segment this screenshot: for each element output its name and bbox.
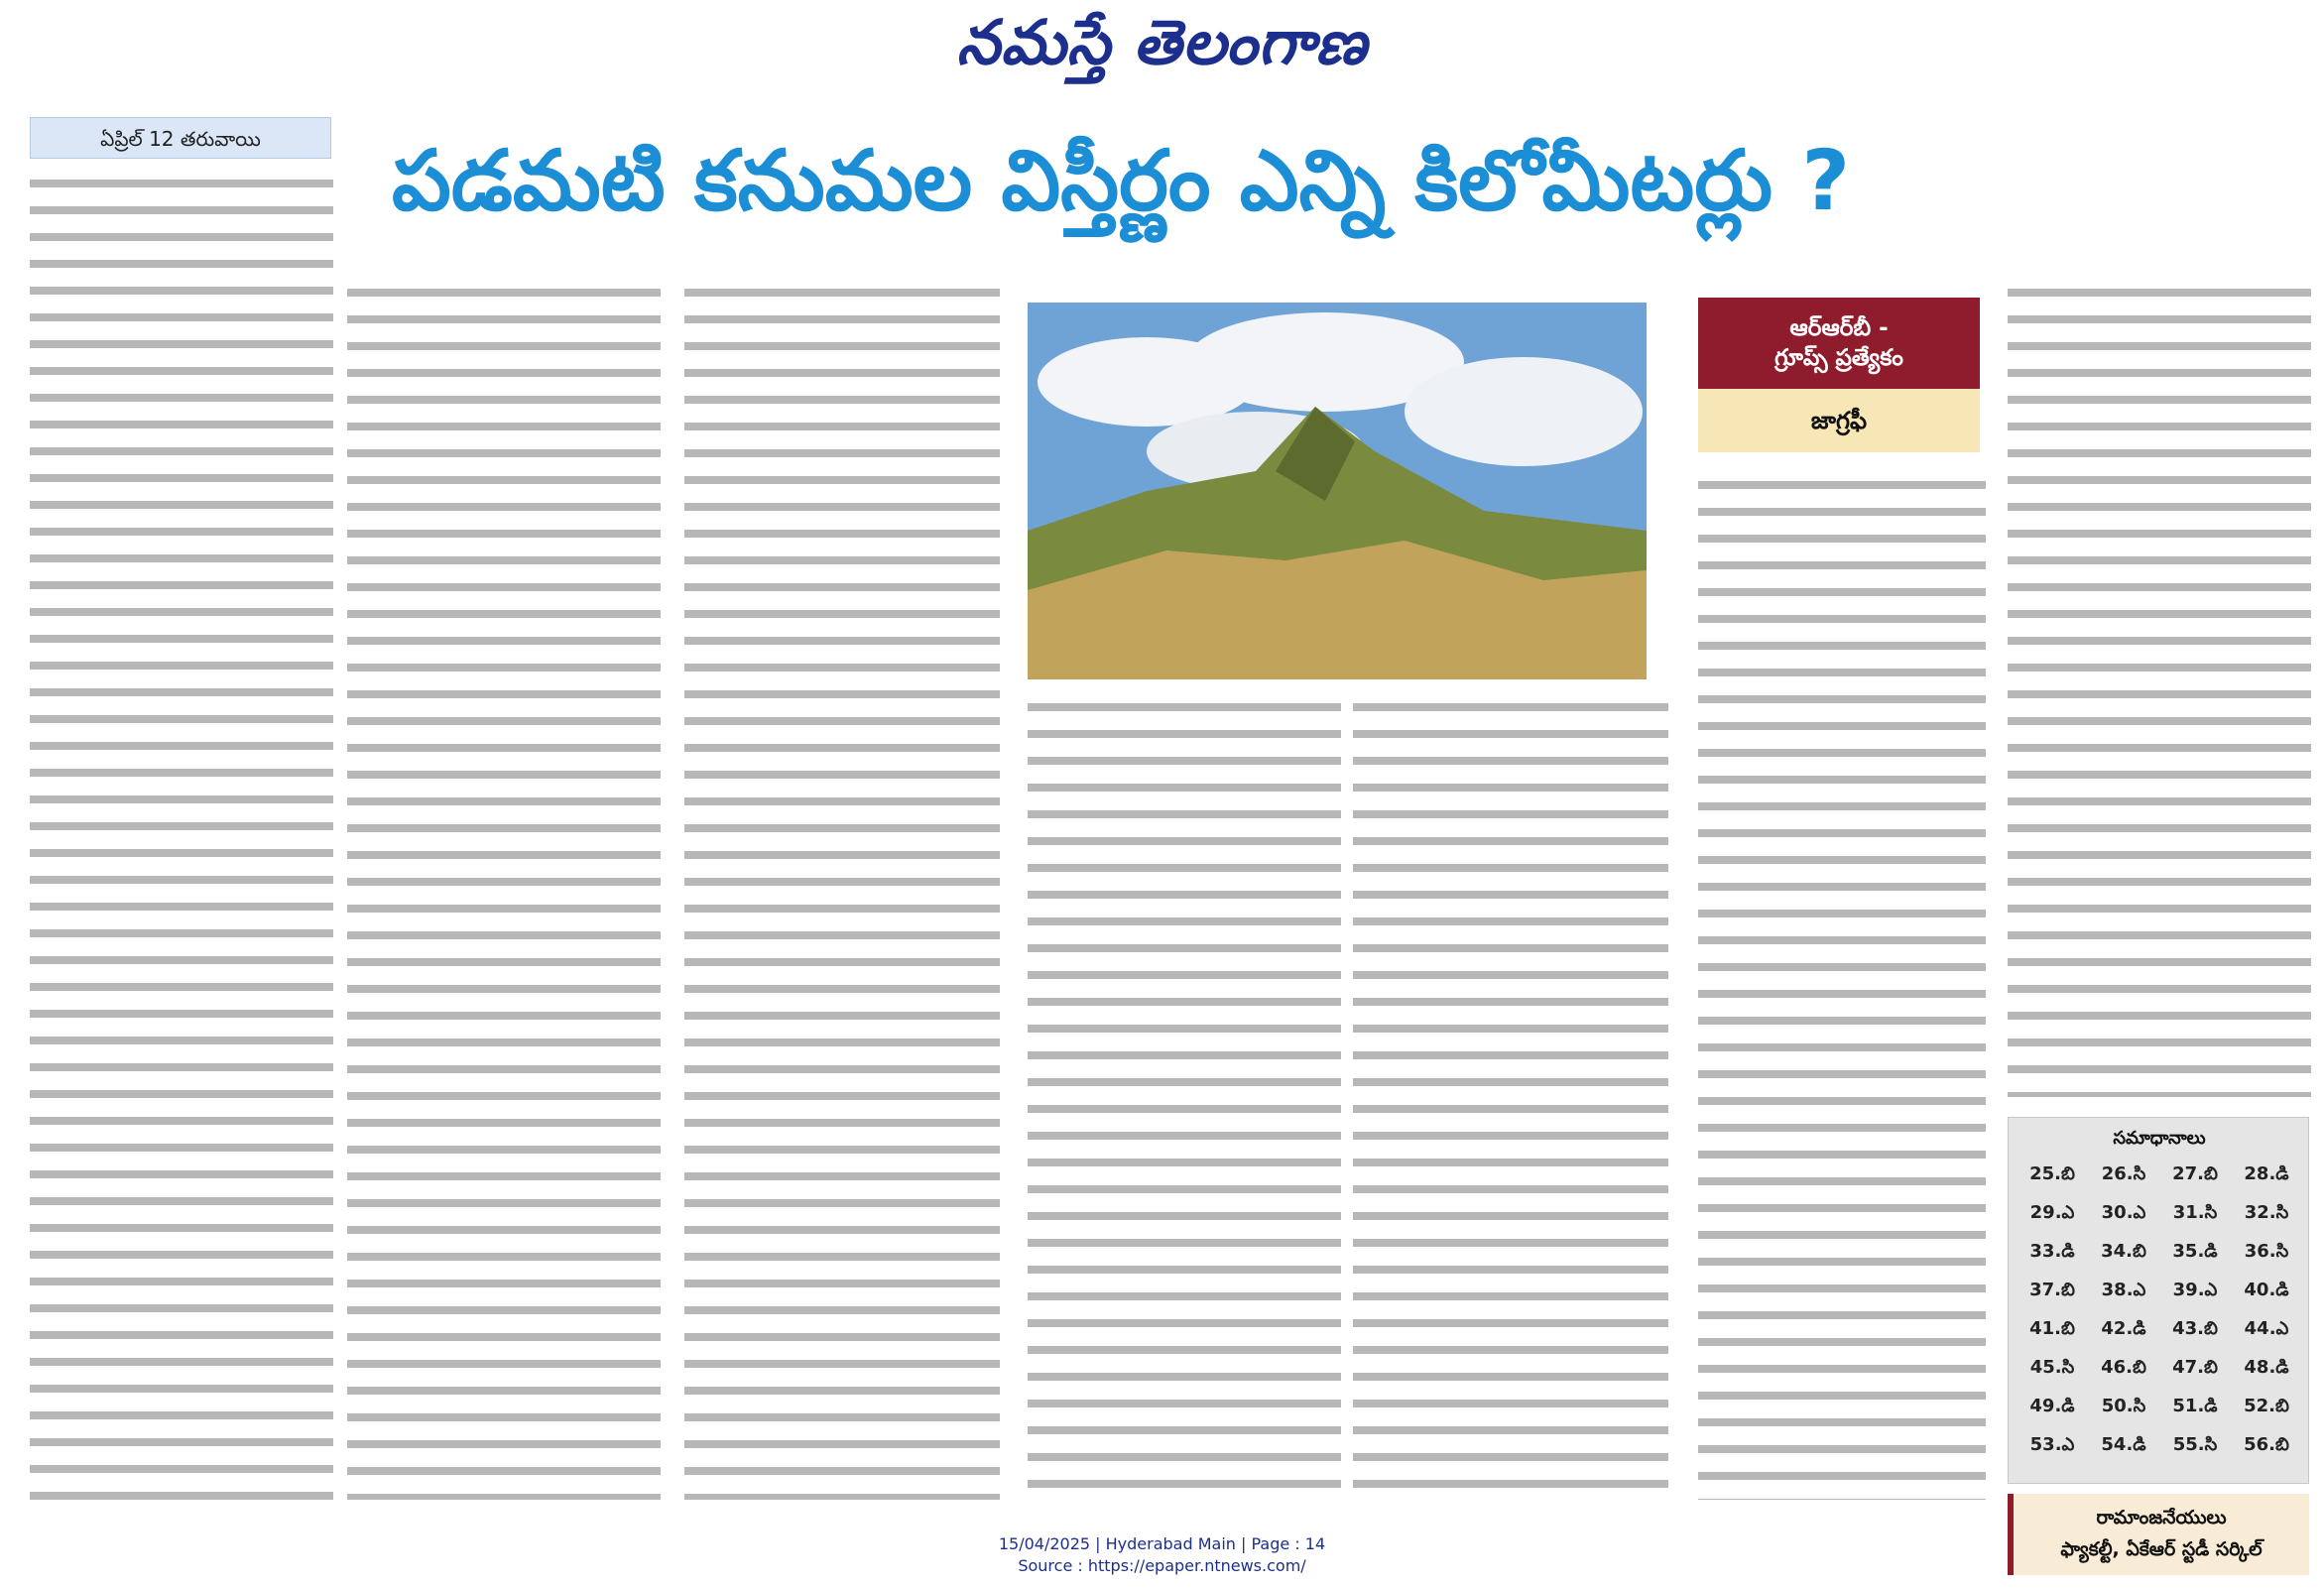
continued-from-label: ఏప్రిల్ 12 తరువాయి xyxy=(30,117,331,159)
text-column-4 xyxy=(1028,694,1341,1500)
answer-item: 37.బి xyxy=(2029,1280,2075,1300)
answer-item: 45.సి xyxy=(2029,1357,2075,1378)
author-name: రామాంజనేయులు xyxy=(2096,1507,2227,1528)
answer-item: 33.డి xyxy=(2029,1241,2075,1262)
footer-source-line: Source : https://epaper.ntnews.com/ xyxy=(1018,1556,1306,1575)
section-exam-label: ఆర్ఆర్‌బీ - xyxy=(1789,315,1889,341)
answer-item: 51.డి xyxy=(2172,1396,2218,1416)
answer-item: 47.బి xyxy=(2172,1357,2218,1378)
text-column-2 xyxy=(347,280,661,1500)
answer-key xyxy=(2008,1117,2309,1484)
answer-item: 42.డి xyxy=(2101,1318,2146,1339)
mountain-photo xyxy=(1028,303,1647,679)
text-column-6 xyxy=(1698,472,1986,1500)
answer-item: 53.ఎ xyxy=(2029,1434,2075,1455)
answer-item: 27.బి xyxy=(2172,1163,2218,1184)
answer-item: 26.సి xyxy=(2101,1163,2146,1184)
answer-item: 50.సి xyxy=(2101,1396,2146,1416)
author-role: ఫ్యాకల్టీ, ఏకేఆర్ స్టడీ సర్కిల్ xyxy=(2060,1538,2263,1560)
mountain-photo-image xyxy=(1028,303,1647,679)
answer-item: 40.డి xyxy=(2244,1280,2289,1300)
answer-item: 48.డి xyxy=(2244,1357,2289,1378)
answer-item: 29.ఎ xyxy=(2029,1202,2075,1223)
answer-item: 52.బి xyxy=(2244,1396,2289,1416)
answer-item: 30.ఎ xyxy=(2101,1202,2146,1223)
section-subject: జాగ్రఫీ xyxy=(1698,389,1980,452)
answer-item: 56.బి xyxy=(2244,1434,2289,1455)
answer-item: 25.బి xyxy=(2029,1163,2075,1184)
answer-item: 43.బి xyxy=(2172,1318,2218,1339)
masthead-title: నమస్తే తెలంగాణ xyxy=(956,6,1368,78)
text-column-5 xyxy=(1353,694,1668,1500)
answer-item: 44.ఎ xyxy=(2244,1318,2289,1339)
footer-edition-line: 15/04/2025 | Hyderabad Main | Page : 14 xyxy=(998,1534,1326,1553)
answer-item: 35.డి xyxy=(2172,1241,2218,1262)
page-footer xyxy=(0,1533,2324,1577)
text-column-1 xyxy=(30,171,333,1500)
section-special-label: గ్రూప్స్ ప్రత్యేకం xyxy=(1774,345,1903,371)
answer-item: 38.ఎ xyxy=(2101,1280,2146,1300)
answer-item: 28.డి xyxy=(2244,1163,2289,1184)
answer-key-title: సమాధానాలు xyxy=(2113,1128,2206,1149)
answer-item: 34.బి xyxy=(2101,1241,2146,1262)
answer-item: 49.డి xyxy=(2029,1396,2075,1416)
answer-item: 55.సి xyxy=(2172,1434,2218,1455)
section-box-header xyxy=(1698,298,1980,389)
section-box xyxy=(1698,298,1980,452)
article-headline: పడమటి కనుమల విస్తీర్ణం ఎన్ని కిలోమీటర్లు ? xyxy=(392,132,1851,229)
text-column-3 xyxy=(684,280,1000,1500)
answer-key-grid xyxy=(2017,1163,2302,1459)
answer-item: 41.బి xyxy=(2029,1318,2075,1339)
answer-item: 54.డి xyxy=(2101,1434,2146,1455)
answer-item: 31.సి xyxy=(2172,1202,2218,1223)
answer-item: 46.బి xyxy=(2101,1357,2146,1378)
answer-item: 36.సి xyxy=(2244,1241,2289,1262)
text-column-7 xyxy=(2008,280,2311,1097)
answer-item: 32.సి xyxy=(2244,1202,2289,1223)
answer-item: 39.ఎ xyxy=(2172,1280,2218,1300)
